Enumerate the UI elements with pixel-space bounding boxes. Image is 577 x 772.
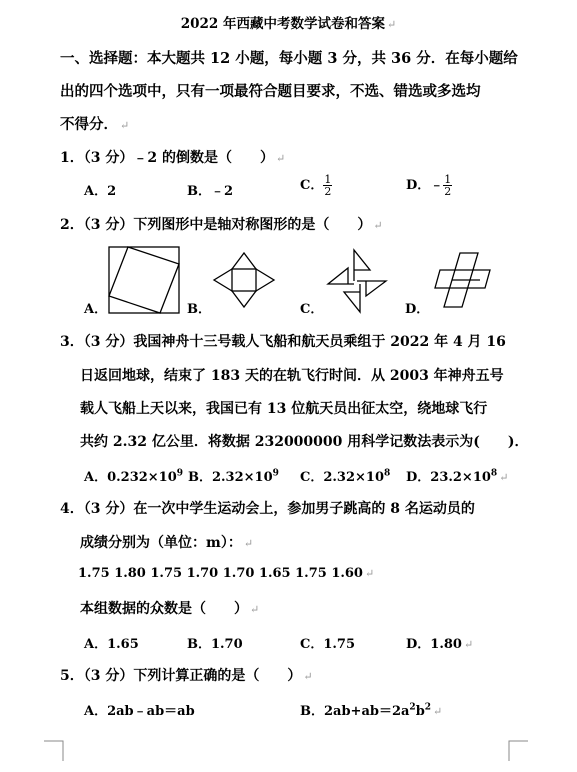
question-2-option-c: C． <box>300 302 324 317</box>
question-1-option-a: A．2 <box>84 184 117 199</box>
question-3-option-a: A．$0.232\times 10^9$ <box>84 468 184 485</box>
question-2-stem: 2．（3 分）下列图形中是轴对称图形的是（ ） ↵ <box>60 217 383 233</box>
question-4-line-1: 4．（3 分）在一次中学生运动会上，参加男子跳高的 8 名运动员的 <box>60 501 475 517</box>
question-3-line-1: 3．（3 分）我国神舟十三号载人飞船和航天员乘组于 2022 年 4 月 16 <box>60 334 506 350</box>
question-4-option-c: C．1.75 <box>300 637 356 652</box>
question-1-option-c: C． $\frac{1}{2}$ <box>300 173 332 198</box>
question-3-line-4: 共约 2.32 亿公里．将数据 232000000 用科学记数法表示为( )． <box>80 434 529 450</box>
question-5-option-b: B．$2ab+ab=2a^2b^2$ ↵ <box>300 702 443 719</box>
question-4-line-3: 本组数据的众数是（ ） ↵ <box>80 601 260 617</box>
question-2-option-d: D． <box>405 302 430 317</box>
fraction: $\frac{1}{2}$ <box>324 173 332 198</box>
figure-option-b <box>210 250 278 310</box>
section-intro-line-3: 不得分． ↵ <box>60 116 130 133</box>
question-2-option-a: A． <box>84 302 108 317</box>
section-intro-line-2: 出的四个选项中，只有一项最符合题目要求，不选、错选或多选均 <box>60 83 481 100</box>
question-4-data: 1.75 1.80 1.75 1.70 1.70 1.65 1.75 1.60 ↵ <box>78 566 375 581</box>
page-corner-mark-right <box>508 740 528 762</box>
question-1-option-b: B．﹣2 <box>187 184 234 199</box>
question-3-line-2: 日返回地球，结束了 183 天的在轨飞行时间．从 2003 年神舟五号 <box>80 368 504 384</box>
page-corner-mark-left <box>44 740 64 762</box>
question-3-option-d: D．$23.2\times 10^8$ ↵ <box>406 468 509 485</box>
document-title: 2022 年西藏中考数学试卷和答案 ↵ <box>180 16 397 32</box>
question-4-option-b: B．1.70 <box>187 637 243 652</box>
figure-option-c <box>326 248 388 314</box>
question-1-stem: 1．（3 分）﹣2 的倒数是（ ） ↵ <box>60 150 286 166</box>
question-4-option-d: D．1.80 ↵ <box>406 637 474 652</box>
figure-option-d <box>430 250 492 310</box>
question-5-stem: 5．（3 分）下列计算正确的是（ ） ↵ <box>60 668 313 684</box>
section-intro-line-1: 一、选择题：本大题共 12 小题，每小题 3 分，共 36 分．在每小题给 <box>60 50 518 67</box>
figure-option-a <box>108 246 180 314</box>
question-4-line-2: 成绩分别为（单位：m）： ↵ <box>80 535 254 551</box>
question-2-option-b: B． <box>187 302 211 317</box>
fraction: $\frac{1}{2}$ <box>444 173 452 198</box>
question-4-option-a: A．1.65 <box>84 637 139 652</box>
question-3-option-b: B．$2.32\times 10^9$ <box>188 468 279 485</box>
question-1-option-d: D．﹣ $\frac{1}{2}$ <box>406 173 452 198</box>
question-5-option-a: A．2ab﹣ab＝ab <box>84 704 195 719</box>
question-3-option-c: C．$2.32\times 10^8$ <box>300 468 391 485</box>
question-3-line-3: 载人飞船上天以来，我国已有 13 位航天员出征太空，绕地球飞行 <box>80 401 488 417</box>
